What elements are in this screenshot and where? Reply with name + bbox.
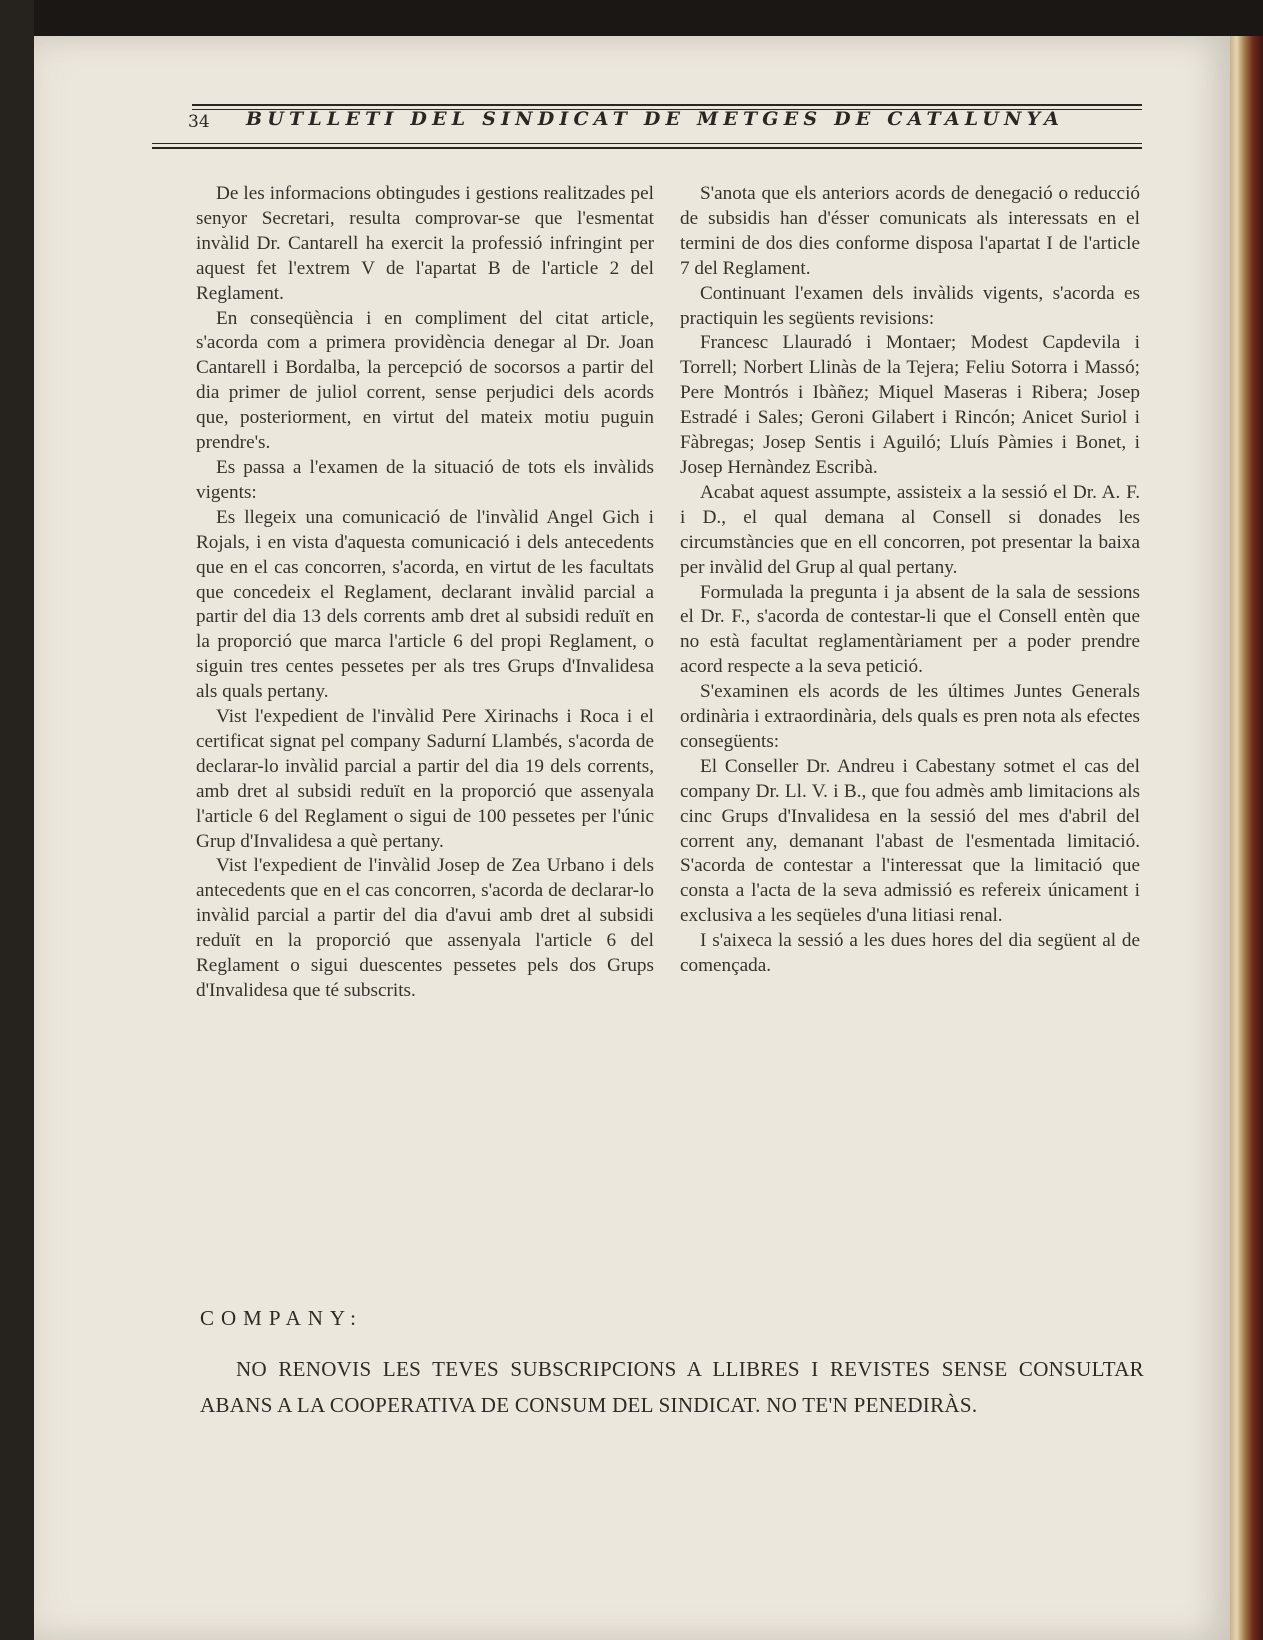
right-column — [680, 182, 1140, 979]
left-column — [196, 182, 654, 1004]
paragraph: Continuant l'examen dels invàlids vigents, s'acorda es practiquin les següents revisions: — [680, 282, 1140, 329]
paragraph: S'examinen els acords de les últimes Juntes Generals ordinària i extraordinària, dels quals es pren nota als efectes consegüents: — [680, 681, 1140, 752]
notice-body: NO RENOVIS LES TEVES SUBSCRIPCIONS A LLIBRES I REVISTES SENSE CONSULTAR ABANS A LA COOPERATIVA DE CONSUM DEL SINDICAT. NO TE'N PENEDIRÀS. — [200, 1357, 1144, 1417]
header-rule-bottom-thin — [152, 143, 1142, 144]
paragraph: Formulada la pregunta i ja absent de la sala de sessions el Dr. F., s'acorda de contestar-li que el Consell entèn que no està facultat reglamentàriament per a poder prendre acord respecte a la seva petició. — [680, 581, 1140, 678]
book-spine-edge — [1230, 36, 1263, 1640]
paragraph: El Conseller Dr. Andreu i Cabestany sotmet el cas del company Dr. Ll. V. i B., que fou admès amb limitacions als cinc Grups d'Invalidesa en la sessió del mes d'abril del corrent any, demanant l'abast de l'esmentada limitació. S'acorda de contestar a l'interessat que la limitació que consta a l'acta de la seva admissió es refereix únicament i exclusiva a les seqüeles d'una litiasi renal. — [680, 755, 1140, 927]
page-number: 34 — [188, 112, 210, 132]
header-rule-top — [192, 104, 1142, 106]
paragraph: Acabat aquest assumpte, assisteix a la sessió el Dr. A. F. i D., el qual demana al Consell si donades les circumstàncies que en ell concorren, pot presentar la baixa per invàlid del Grup al qual pertany. — [680, 481, 1140, 578]
notice-heading: COMPANY: — [200, 1306, 363, 1330]
scan-top-edge — [34, 0, 1263, 36]
paragraph: Francesc Llauradó i Montaer; Modest Capdevila i Torrell; Norbert Llinàs de la Tejera; Feliu Sotorra i Massó; Pere Montrós i Ibàñez; Miquel Maseras i Ribera; Josep Estradé i Sales; Geroni Gilabert i Rincón; Anicet Suriol i Fàbregas; Josep Sentis i Aguiló; Lluís Pàmies i Bonet, i Josep Hernàndez Escribà. — [680, 332, 1140, 478]
running-header — [152, 98, 1142, 158]
header-rule-bottom — [152, 147, 1142, 149]
paragraph: En conseqüència i en compliment del citat article, s'acorda com a primera providència denegar al Dr. Joan Cantarell i Bordalba, la percepció de socorsos a partir del dia primer de juliol corrent, sense perjudici dels acords que, posteriorment, en virtut del mateix motiu puguin prendre's. — [196, 307, 654, 454]
paragraph: Vist l'expedient de l'invàlid Josep de Zea Urbano i dels antecedents que en el cas concorren, s'acorda de declarar-lo invàlid parcial a partir del dia d'avui amb dret al subsidi reduït en la proporció que assenyala l'article 6 del Reglament o sigui duescentes pessetes pels dos Grups d'Invalidesa que té subscrits. — [196, 855, 654, 1001]
running-title: BUTLLETI DEL SINDICAT DE METGES DE CATALUNYA — [246, 108, 1065, 130]
paragraph: Vist l'expedient de l'invàlid Pere Xirinachs i Roca i el certificat signat pel company Sadurní Llambés, s'acorda de declarar-lo invàlid parcial a partir del dia 19 dels corrents, amb dret al subsidi reduït en la proporció que assenyala l'article 6 del Reglament o sigui de 100 pessetes per l'únic Grup d'Invalidesa a què pertany. — [196, 706, 654, 852]
paragraph: I s'aixeca la sessió a les dues hores del dia següent al de començada. — [680, 930, 1140, 977]
paragraph: S'anota que els anteriors acords de denegació o reducció de subsidis han d'ésser comunicats als interessats en el termini de dos dies conforme disposa l'apartat I de l'article 7 del Reglament. — [680, 183, 1140, 279]
paragraph: De les informacions obtingudes i gestions realitzades pel senyor Secretari, resulta comprovar-se que l'esmentat invàlid Dr. Cantarell ha exercit la professió infringint per aquest fet l'extrem V de l'apartat B de l'article 2 del Reglament. — [196, 183, 654, 304]
paragraph: Es llegeix una comunicació de l'invàlid Angel Gich i Rojals, i en vista d'aquesta comunicació i dels antecedents que en el cas concorren, s'acorda, en virtut de les facultats que concedeix el Reglament, declarant invàlid parcial a partir del dia 13 dels corrents amb dret al subsidi reduït en la proporció que marca l'article 6 del propi Reglament, o siguin tres centes pessetes per als tres Grups d'Invalidesa als quals pertany. — [196, 506, 654, 703]
paragraph: Es passa a l'examen de la situació de tots els invàlids vigents: — [196, 456, 654, 503]
